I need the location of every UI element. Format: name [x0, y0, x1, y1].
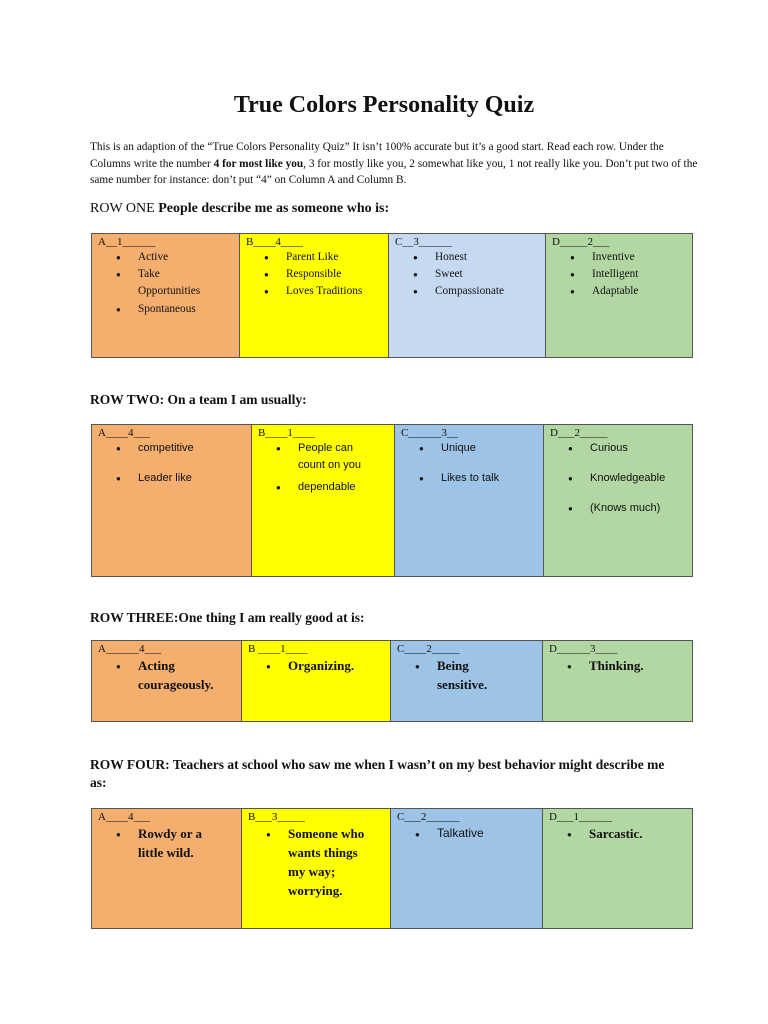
page-title: True Colors Personality Quiz	[233, 92, 535, 118]
list-item: ● Parent Like	[240, 249, 388, 266]
list-item: ● Sarcastic.	[543, 824, 692, 843]
list-item: ● Acting courageously.	[92, 656, 241, 694]
list-item: ● Organizing.	[242, 656, 390, 675]
column-label: B____1____	[258, 427, 315, 439]
list-item: ● Being sensitive.	[391, 656, 542, 694]
list-item: ● Curious	[544, 440, 692, 457]
row-four-column-d[interactable]	[543, 809, 693, 929]
row-four-table	[91, 808, 693, 929]
list-item: ● Talkative	[391, 824, 542, 843]
intro-text-2: , 3 for mostly like you, 2 somewhat like you, 1 not really like you. Don’t put two of the same number for instance: don’t put “4” on Column A and Column B.	[90, 157, 698, 186]
row-three-table	[91, 640, 693, 722]
list-item: ● Honest	[389, 249, 545, 266]
list-item: ● Inventive	[546, 249, 692, 266]
row-four-heading: ROW FOUR: Teachers at school who saw me when I wasn’t on my best behavior might describe me as:	[90, 757, 665, 790]
row-one-column-b[interactable]	[240, 234, 389, 358]
column-label: C___2______	[397, 811, 460, 823]
row-two-table	[91, 424, 693, 577]
row-one-heading-rest: People describe me as someone who is:	[158, 201, 390, 216]
intro-paragraph	[90, 139, 700, 189]
column-label: A__1______	[98, 236, 156, 248]
column-label: D___1______	[549, 811, 612, 823]
row-three-heading: ROW THREE:One thing I am really good at is:	[90, 610, 365, 625]
row-two-column-b[interactable]	[252, 425, 395, 577]
list-item: ● (Knows much)	[544, 500, 692, 517]
column-label: B____4____	[246, 236, 303, 248]
row-one-column-d[interactable]	[546, 234, 693, 358]
row-one-heading-lead: ROW ONE	[90, 201, 159, 216]
list-item: ● Take Opportunities	[92, 266, 239, 300]
row-three-column-a[interactable]	[92, 641, 242, 722]
column-label: C__3______	[395, 236, 452, 248]
column-label: D_____2___	[552, 236, 610, 248]
list-item: ● Sweet	[389, 266, 545, 283]
row-one-table	[91, 233, 693, 358]
row-two-heading: ROW TWO: On a team I am usually:	[90, 392, 307, 407]
row-two-column-c[interactable]	[395, 425, 544, 577]
list-item: ● Intelligent	[546, 266, 692, 283]
column-label: D______3____	[549, 643, 618, 655]
list-item: ● Leader like	[92, 470, 251, 487]
column-label: A____4___	[98, 811, 150, 823]
list-item: ● competitive	[92, 440, 251, 457]
row-one-column-a[interactable]	[92, 234, 240, 358]
list-item: ● dependable	[252, 479, 394, 496]
column-label: C______3__	[401, 427, 458, 439]
list-item: ● Adaptable	[546, 283, 692, 300]
list-item: ● Rowdy or a little wild.	[92, 824, 241, 862]
row-two-column-a[interactable]	[92, 425, 252, 577]
row-three-column-c[interactable]	[391, 641, 543, 722]
column-label: B___3_____	[248, 811, 305, 823]
list-item: ● Unique	[395, 440, 543, 457]
list-item: ● Compassionate	[389, 283, 545, 300]
list-item: ● Active	[92, 249, 239, 266]
row-three-column-d[interactable]	[543, 641, 693, 722]
row-three-column-b[interactable]	[242, 641, 391, 722]
column-label: C____2_____	[397, 643, 460, 655]
list-item: ● Spontaneous	[92, 301, 239, 318]
row-four-column-b[interactable]	[242, 809, 391, 929]
column-label: A______4___	[98, 643, 161, 655]
list-item: ● Responsible	[240, 266, 388, 283]
intro-text-1: This is an adaption of the “True Colors Personality Quiz” It isn’t 100% accurate but it’s a good start. Read each row. Under the Columns write the number	[90, 141, 664, 170]
list-item: ● Loves Traditions	[240, 283, 388, 300]
row-one-heading	[90, 200, 389, 218]
column-label: A____4___	[98, 427, 150, 439]
row-four-column-c[interactable]	[391, 809, 543, 929]
row-one-column-c[interactable]	[389, 234, 546, 358]
column-label: D___2_____	[550, 427, 608, 439]
intro-bold: 4 for most like you	[213, 157, 304, 170]
list-item: ● Someone who wants things my way; worrying.	[242, 824, 390, 900]
list-item: ● Knowledgeable	[544, 470, 692, 487]
list-item: ● Likes to talk	[395, 470, 543, 487]
list-item: ● People can count on you	[252, 440, 394, 474]
list-item: ● Thinking.	[543, 656, 692, 675]
column-label: B ____1____	[248, 643, 308, 655]
row-two-column-d[interactable]	[544, 425, 693, 577]
row-four-column-a[interactable]	[92, 809, 242, 929]
